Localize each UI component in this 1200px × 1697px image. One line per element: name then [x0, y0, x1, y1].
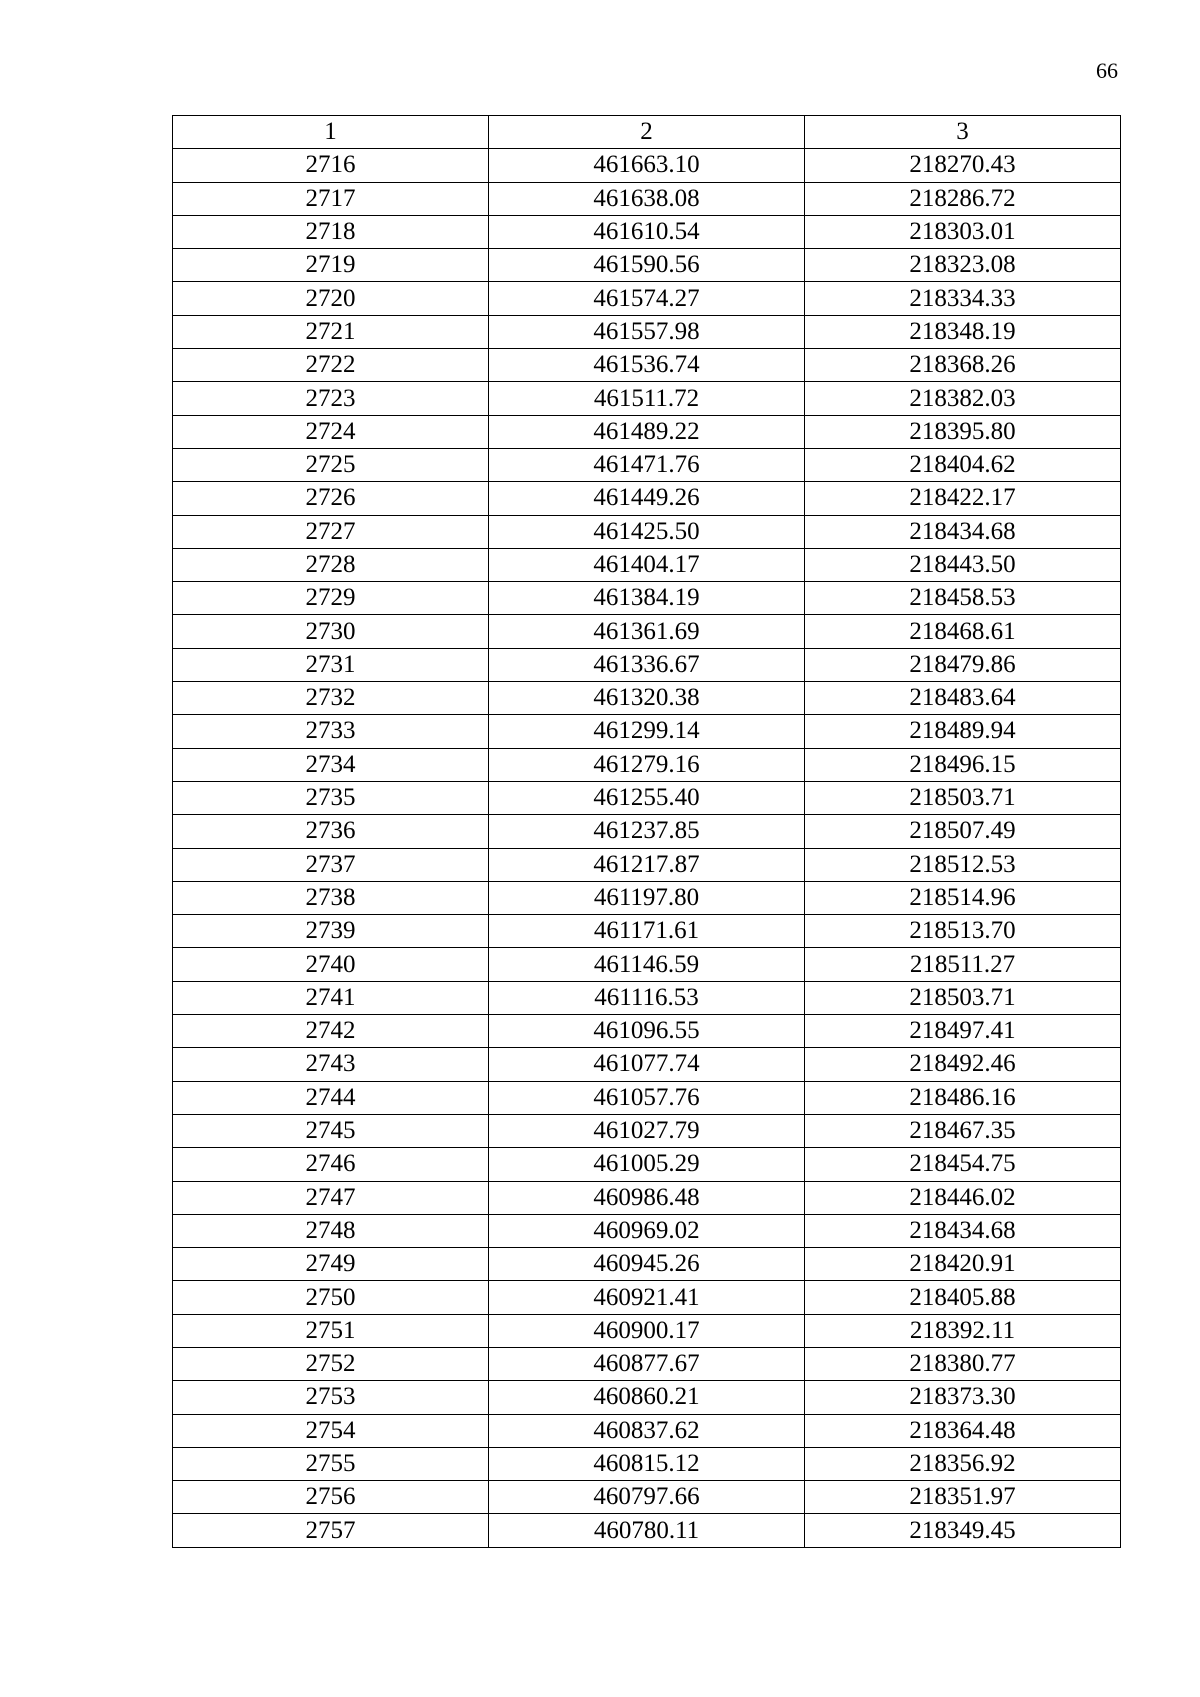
x-coordinate-cell: 461005.29 [489, 1148, 805, 1181]
y-coordinate-cell: 218422.17 [805, 482, 1121, 515]
x-coordinate-cell: 460986.48 [489, 1181, 805, 1214]
y-coordinate-cell: 218420.91 [805, 1248, 1121, 1281]
table-row [173, 1114, 1121, 1147]
table-row [173, 315, 1121, 348]
table-row [173, 848, 1121, 881]
x-coordinate-cell: 461489.22 [489, 415, 805, 448]
y-coordinate-cell: 218513.70 [805, 915, 1121, 948]
x-coordinate-cell: 461027.79 [489, 1114, 805, 1147]
x-coordinate-cell: 460877.67 [489, 1347, 805, 1380]
point-number-cell: 2722 [173, 349, 489, 382]
table-row [173, 1248, 1121, 1281]
table-row [173, 182, 1121, 215]
x-coordinate-cell: 460969.02 [489, 1214, 805, 1247]
table-row [173, 1347, 1121, 1380]
y-coordinate-cell: 218486.16 [805, 1081, 1121, 1114]
table-row [173, 1414, 1121, 1447]
x-coordinate-cell: 461299.14 [489, 715, 805, 748]
y-coordinate-cell: 218334.33 [805, 282, 1121, 315]
table-row [173, 781, 1121, 814]
point-number-cell: 2730 [173, 615, 489, 648]
table-row [173, 648, 1121, 681]
y-coordinate-cell: 218373.30 [805, 1381, 1121, 1414]
table-row [173, 582, 1121, 615]
table-row [173, 349, 1121, 382]
y-coordinate-cell: 218286.72 [805, 182, 1121, 215]
y-coordinate-cell: 218270.43 [805, 149, 1121, 182]
y-coordinate-cell: 218434.68 [805, 1214, 1121, 1247]
table-row [173, 1214, 1121, 1247]
point-number-cell: 2755 [173, 1447, 489, 1480]
table-row [173, 715, 1121, 748]
y-coordinate-cell: 218479.86 [805, 648, 1121, 681]
y-coordinate-cell: 218303.01 [805, 215, 1121, 248]
table-row [173, 515, 1121, 548]
x-coordinate-cell: 461057.76 [489, 1081, 805, 1114]
table-row [173, 881, 1121, 914]
x-coordinate-cell: 461279.16 [489, 748, 805, 781]
y-coordinate-cell: 218323.08 [805, 249, 1121, 282]
x-coordinate-cell: 460945.26 [489, 1248, 805, 1281]
table-row [173, 548, 1121, 581]
y-coordinate-cell: 218458.53 [805, 582, 1121, 615]
point-number-cell: 2737 [173, 848, 489, 881]
table-row [173, 149, 1121, 182]
point-number-cell: 2728 [173, 548, 489, 581]
x-coordinate-cell: 461449.26 [489, 482, 805, 515]
point-number-cell: 2748 [173, 1214, 489, 1247]
point-number-cell: 2716 [173, 149, 489, 182]
y-coordinate-cell: 218404.62 [805, 448, 1121, 481]
point-number-cell: 2738 [173, 881, 489, 914]
table-header-row [173, 116, 1121, 149]
table-row [173, 1048, 1121, 1081]
table-row [173, 1148, 1121, 1181]
x-coordinate-cell: 461171.61 [489, 915, 805, 948]
column-header: 1 [173, 116, 489, 149]
x-coordinate-cell: 460815.12 [489, 1447, 805, 1480]
point-number-cell: 2734 [173, 748, 489, 781]
y-coordinate-cell: 218496.15 [805, 748, 1121, 781]
y-coordinate-cell: 218454.75 [805, 1148, 1121, 1181]
y-coordinate-cell: 218467.35 [805, 1114, 1121, 1147]
point-number-cell: 2754 [173, 1414, 489, 1447]
y-coordinate-cell: 218349.45 [805, 1514, 1121, 1547]
x-coordinate-cell: 461471.76 [489, 448, 805, 481]
point-number-cell: 2721 [173, 315, 489, 348]
x-coordinate-cell: 461197.80 [489, 881, 805, 914]
point-number-cell: 2717 [173, 182, 489, 215]
table-row [173, 415, 1121, 448]
table-row [173, 482, 1121, 515]
table-row [173, 382, 1121, 415]
point-number-cell: 2732 [173, 682, 489, 715]
y-coordinate-cell: 218512.53 [805, 848, 1121, 881]
point-number-cell: 2745 [173, 1114, 489, 1147]
x-coordinate-cell: 461336.67 [489, 648, 805, 681]
table-row [173, 1081, 1121, 1114]
x-coordinate-cell: 460900.17 [489, 1314, 805, 1347]
y-coordinate-cell: 218392.11 [805, 1314, 1121, 1347]
x-coordinate-cell: 461610.54 [489, 215, 805, 248]
table-row [173, 1281, 1121, 1314]
point-number-cell: 2752 [173, 1347, 489, 1380]
point-number-cell: 2740 [173, 948, 489, 981]
table-row [173, 915, 1121, 948]
x-coordinate-cell: 461574.27 [489, 282, 805, 315]
x-coordinate-cell: 461511.72 [489, 382, 805, 415]
point-number-cell: 2750 [173, 1281, 489, 1314]
point-number-cell: 2756 [173, 1481, 489, 1514]
x-coordinate-cell: 461077.74 [489, 1048, 805, 1081]
y-coordinate-cell: 218364.48 [805, 1414, 1121, 1447]
x-coordinate-cell: 461638.08 [489, 182, 805, 215]
point-number-cell: 2742 [173, 1015, 489, 1048]
y-coordinate-cell: 218497.41 [805, 1015, 1121, 1048]
point-number-cell: 2727 [173, 515, 489, 548]
y-coordinate-cell: 218492.46 [805, 1048, 1121, 1081]
table-row [173, 981, 1121, 1014]
point-number-cell: 2741 [173, 981, 489, 1014]
table-row [173, 682, 1121, 715]
point-number-cell: 2724 [173, 415, 489, 448]
point-number-cell: 2757 [173, 1514, 489, 1547]
y-coordinate-cell: 218434.68 [805, 515, 1121, 548]
x-coordinate-cell: 460837.62 [489, 1414, 805, 1447]
point-number-cell: 2725 [173, 448, 489, 481]
table-body [173, 149, 1121, 1547]
y-coordinate-cell: 218503.71 [805, 981, 1121, 1014]
point-number-cell: 2720 [173, 282, 489, 315]
x-coordinate-cell: 461404.17 [489, 548, 805, 581]
y-coordinate-cell: 218489.94 [805, 715, 1121, 748]
x-coordinate-cell: 461384.19 [489, 582, 805, 615]
y-coordinate-cell: 218351.97 [805, 1481, 1121, 1514]
table-row [173, 282, 1121, 315]
table-row [173, 1514, 1121, 1547]
y-coordinate-cell: 218514.96 [805, 881, 1121, 914]
x-coordinate-cell: 461425.50 [489, 515, 805, 548]
x-coordinate-cell: 461320.38 [489, 682, 805, 715]
table-row [173, 249, 1121, 282]
point-number-cell: 2749 [173, 1248, 489, 1281]
point-number-cell: 2723 [173, 382, 489, 415]
point-number-cell: 2751 [173, 1314, 489, 1347]
table-row [173, 1015, 1121, 1048]
y-coordinate-cell: 218507.49 [805, 815, 1121, 848]
x-coordinate-cell: 461536.74 [489, 349, 805, 382]
table-row [173, 815, 1121, 848]
x-coordinate-cell: 461116.53 [489, 981, 805, 1014]
table-row [173, 948, 1121, 981]
y-coordinate-cell: 218405.88 [805, 1281, 1121, 1314]
point-number-cell: 2753 [173, 1381, 489, 1414]
table-row [173, 615, 1121, 648]
x-coordinate-cell: 461557.98 [489, 315, 805, 348]
point-number-cell: 2726 [173, 482, 489, 515]
point-number-cell: 2731 [173, 648, 489, 681]
table-row [173, 1181, 1121, 1214]
coordinates-table [172, 115, 1121, 1548]
x-coordinate-cell: 461255.40 [489, 781, 805, 814]
table-row [173, 1314, 1121, 1347]
x-coordinate-cell: 461146.59 [489, 948, 805, 981]
point-number-cell: 2746 [173, 1148, 489, 1181]
table-row [173, 215, 1121, 248]
table-row [173, 1481, 1121, 1514]
x-coordinate-cell: 461663.10 [489, 149, 805, 182]
x-coordinate-cell: 460921.41 [489, 1281, 805, 1314]
table-row [173, 1447, 1121, 1480]
table-row [173, 448, 1121, 481]
table-row [173, 1381, 1121, 1414]
x-coordinate-cell: 460780.11 [489, 1514, 805, 1547]
x-coordinate-cell: 461361.69 [489, 615, 805, 648]
point-number-cell: 2729 [173, 582, 489, 615]
y-coordinate-cell: 218382.03 [805, 382, 1121, 415]
table-row [173, 748, 1121, 781]
point-number-cell: 2736 [173, 815, 489, 848]
point-number-cell: 2743 [173, 1048, 489, 1081]
y-coordinate-cell: 218511.27 [805, 948, 1121, 981]
point-number-cell: 2735 [173, 781, 489, 814]
x-coordinate-cell: 460797.66 [489, 1481, 805, 1514]
y-coordinate-cell: 218356.92 [805, 1447, 1121, 1480]
y-coordinate-cell: 218380.77 [805, 1347, 1121, 1380]
y-coordinate-cell: 218443.50 [805, 548, 1121, 581]
point-number-cell: 2739 [173, 915, 489, 948]
page-number: 66 [1096, 58, 1118, 83]
y-coordinate-cell: 218503.71 [805, 781, 1121, 814]
column-header: 2 [489, 116, 805, 149]
y-coordinate-cell: 218368.26 [805, 349, 1121, 382]
x-coordinate-cell: 461590.56 [489, 249, 805, 282]
y-coordinate-cell: 218446.02 [805, 1181, 1121, 1214]
x-coordinate-cell: 460860.21 [489, 1381, 805, 1414]
y-coordinate-cell: 218395.80 [805, 415, 1121, 448]
y-coordinate-cell: 218348.19 [805, 315, 1121, 348]
point-number-cell: 2719 [173, 249, 489, 282]
point-number-cell: 2733 [173, 715, 489, 748]
point-number-cell: 2718 [173, 215, 489, 248]
point-number-cell: 2744 [173, 1081, 489, 1114]
point-number-cell: 2747 [173, 1181, 489, 1214]
column-header: 3 [805, 116, 1121, 149]
x-coordinate-cell: 461237.85 [489, 815, 805, 848]
y-coordinate-cell: 218483.64 [805, 682, 1121, 715]
x-coordinate-cell: 461217.87 [489, 848, 805, 881]
y-coordinate-cell: 218468.61 [805, 615, 1121, 648]
x-coordinate-cell: 461096.55 [489, 1015, 805, 1048]
